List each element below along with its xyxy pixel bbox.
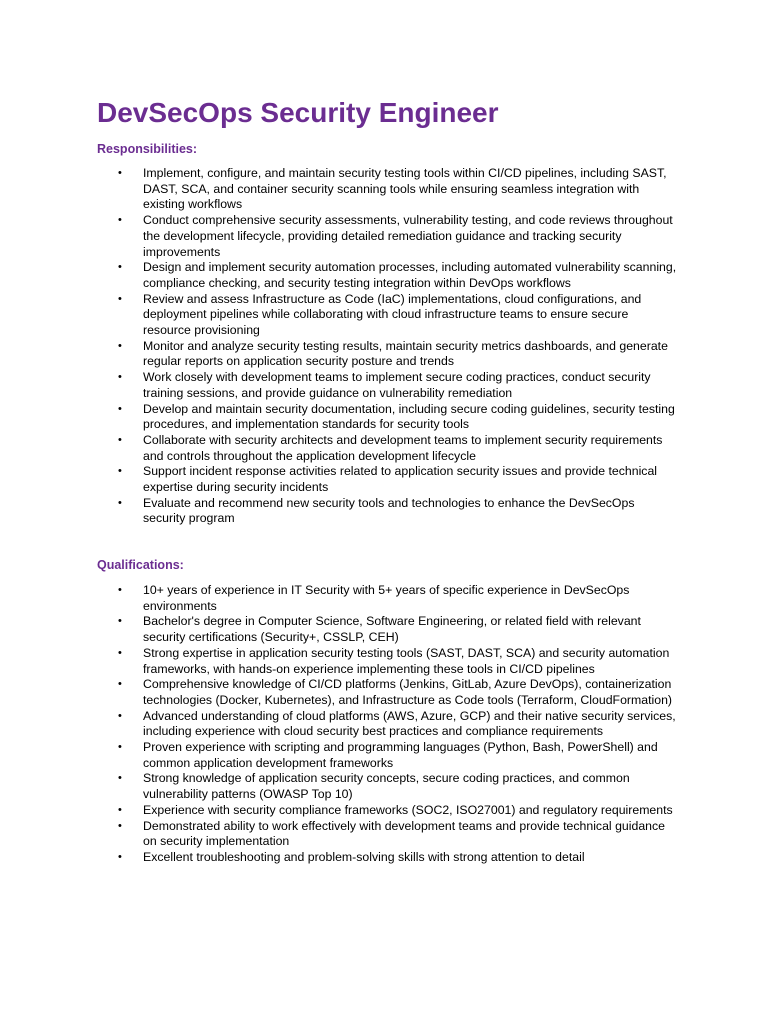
list-item: [118, 614, 678, 645]
list-item-text: 10+ years of experience in IT Security with 5+ years of specific experience in DevSecOps environments: [143, 583, 630, 613]
list-item: [118, 464, 678, 495]
list-item: [118, 166, 678, 213]
list-item-text: Design and implement security automation processes, including automated vulnerability scanning, compliance checking, and security testing integration within DevOps workflows: [143, 260, 677, 290]
list-item: [118, 819, 678, 850]
list-item: [118, 402, 678, 433]
list-item: [118, 260, 678, 291]
bullet-icon: •: [118, 433, 122, 446]
bullet-icon: •: [118, 292, 122, 305]
list-item-text: Demonstrated ability to work effectively with development teams and provide technical guidance on security implementation: [143, 818, 665, 849]
list-item-text: Advanced understanding of cloud platforms (AWS, Azure, GCP) and their native security services, including experience with cloud security best practices and compliance requirements: [143, 708, 676, 739]
responsibilities-list: [118, 166, 678, 527]
bullet-icon: •: [118, 339, 122, 352]
list-item: [118, 339, 678, 370]
list-item: [118, 583, 678, 614]
qualifications-list: [118, 583, 678, 866]
bullet-icon: •: [118, 584, 122, 596]
list-item: [118, 677, 678, 708]
bullet-icon: •: [118, 371, 122, 384]
list-item: [118, 370, 678, 401]
bullet-icon: •: [118, 465, 122, 478]
bullet-icon: •: [118, 772, 122, 785]
list-item-text: Strong expertise in application security testing tools (SAST, DAST, SCA) and security automation frameworks, with hands-on experience implementing these tools in CI/CD pipelines: [143, 645, 670, 676]
qualifications-heading: Qualifications:: [97, 558, 184, 572]
list-item-text: Review and assess Infrastructure as Code (IaC) implementations, cloud configurations, and deployment pipelines while collaborating with cloud infrastructure teams to ensure secure resource provisioning: [143, 291, 642, 338]
bullet-icon: •: [118, 214, 122, 227]
list-item-text: Experience with security compliance frameworks (SOC2, ISO27001) and regulatory requirements: [143, 802, 673, 817]
list-item: [118, 803, 678, 819]
list-item: [118, 740, 678, 771]
list-item-text: Develop and maintain security documentation, including secure coding guidelines, security testing procedures, and implementation standards for security tools: [143, 401, 675, 432]
list-item: [118, 213, 678, 260]
list-item-text: Conduct comprehensive security assessments, vulnerability testing, and code reviews throughout the development lifecycle, providing detailed remediation guidance and tracking security improvements: [143, 213, 673, 259]
bullet-icon: •: [118, 167, 122, 179]
bullet-icon: •: [118, 646, 122, 659]
list-item-text: Monitor and analyze security testing results, maintain security metrics dashboards, and generate regular reports on application security posture and trends: [143, 338, 668, 369]
list-item-text: Strong knowledge of application security concepts, secure coding practices, and common vulnerability patterns (OWASP Top 10): [143, 771, 630, 802]
list-item: [118, 850, 678, 866]
list-item: [118, 496, 678, 527]
list-item-text: Bachelor's degree in Computer Science, Software Engineering, or related field with relevant security certifications (Security+, CSSLP, CEH): [143, 614, 641, 645]
bullet-icon: •: [118, 402, 122, 415]
bullet-icon: •: [118, 496, 122, 509]
bullet-icon: •: [118, 615, 122, 628]
list-item-text: Work closely with development teams to implement secure coding practices, conduct security training sessions, and provide guidance on vulnerability remediation: [143, 370, 651, 400]
list-item-text: Excellent troubleshooting and problem-solving skills with strong attention to detail: [143, 849, 585, 864]
bullet-icon: •: [118, 819, 122, 832]
bullet-icon: •: [118, 850, 122, 863]
bullet-icon: •: [118, 741, 122, 754]
list-item-text: Evaluate and recommend new security tools and technologies to enhance the DevSecOps security program: [143, 495, 635, 526]
list-item-text: Support incident response activities related to application security issues and provide technical expertise during security incidents: [143, 464, 658, 495]
bullet-icon: •: [118, 803, 122, 816]
list-item-text: Proven experience with scripting and programming languages (Python, Bash, PowerShell) and common application development frameworks: [143, 740, 658, 770]
list-item: [118, 709, 678, 740]
bullet-icon: •: [118, 261, 122, 274]
bullet-icon: •: [118, 709, 122, 722]
list-item: [118, 646, 678, 677]
list-item: [118, 292, 678, 339]
responsibilities-heading: Responsibilities:: [97, 142, 198, 156]
list-item-text: Comprehensive knowledge of CI/CD platforms (Jenkins, GitLab, Azure DevOps), containerization technologies (Docker, Kubernetes), and Infrastructure as Code tools (Terraform, CloudFormation): [143, 677, 673, 707]
bullet-icon: •: [118, 678, 122, 691]
list-item-text: Implement, configure, and maintain security testing tools within CI/CD pipelines, including SAST, DAST, SCA, and container security scanning tools while ensuring seamless integration with existing workflows: [143, 166, 667, 212]
page-title: DevSecOps Security Engineer: [97, 97, 499, 128]
list-item-text: Collaborate with security architects and development teams to implement security requirements and controls throughout the application development lifecycle: [143, 432, 663, 463]
list-item: [118, 433, 678, 464]
list-item: [118, 771, 678, 802]
